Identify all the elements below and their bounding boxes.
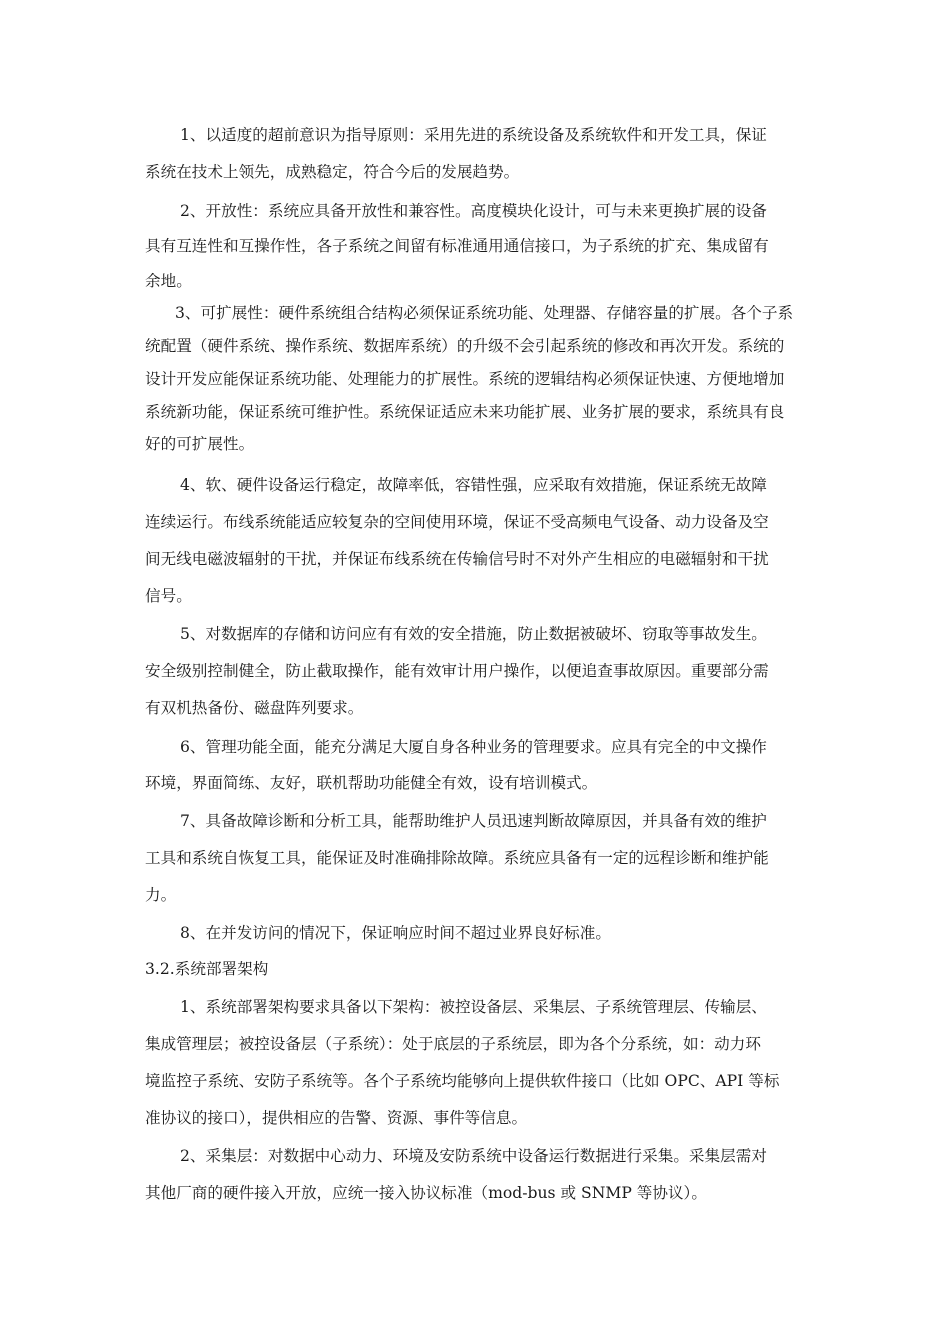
para-5-line-3: 有双机热备份、磁盘阵列要求。 — [145, 699, 364, 717]
section-heading: 3.2.系统部署架构 — [145, 960, 269, 978]
para-6-line-1: 6、管理功能全面，能充分满足大厦自身各种业务的管理要求。应具有完全的中文操作 — [180, 738, 767, 756]
para-9-line-3: 境监控子系统、安防子系统等。各个子系统均能够向上提供软件接口（比如 OPC、API 等标 — [145, 1072, 780, 1090]
para-7-line-3: 力。 — [145, 886, 177, 904]
para-7-line-1: 7、具备故障诊断和分析工具，能帮助维护人员迅速判断故障原因，并具备有效的维护 — [180, 812, 767, 830]
para-4-line-2: 连续运行。布线系统能适应较复杂的空间使用环境，保证不受高频电气设备、动力设备及空 — [145, 513, 769, 531]
para-1-line-1: 1、以适度的超前意识为指导原则：采用先进的系统设备及系统软件和开发工具，保证 — [180, 126, 767, 144]
para-3-line-2: 统配置（硬件系统、操作系统、数据库系统）的升级不会引起系统的修改和再次开发。系统的 — [145, 337, 785, 355]
para-9-line-4: 准协议的接口），提供相应的告警、资源、事件等信息。 — [145, 1109, 528, 1127]
para-9-line-2: 集成管理层；被控设备层（子系统）：处于底层的子系统层，即为各个分系统，如：动力环 — [145, 1035, 761, 1053]
para-8-line-1: 8、在并发访问的情况下，保证响应时间不超过业界良好标准。 — [180, 924, 611, 942]
para-5-line-1: 5、对数据库的存储和访问应有有效的安全措施，防止数据被破坏、窃取等事故发生。 — [180, 625, 767, 643]
para-3-line-1: 3、可扩展性：硬件系统组合结构必须保证系统功能、处理器、存储容量的扩展。各个子系 — [175, 304, 794, 322]
para-10-line-2: 其他厂商的硬件接入开放，应统一接入协议标准（mod-bus 或 SNMP 等协议）。 — [145, 1184, 707, 1202]
para-3-line-4: 系统新功能，保证系统可维护性。系统保证适应未来功能扩展、业务扩展的要求，系统具有良 — [145, 403, 785, 421]
para-2-line-1: 2、开放性：系统应具备开放性和兼容性。高度模块化设计，可与未来更换扩展的设备 — [180, 202, 767, 220]
para-4-line-3: 间无线电磁波辐射的干扰，并保证布线系统在传输信号时不对外产生相应的电磁辐射和干扰 — [145, 550, 769, 568]
para-3-line-5: 好的可扩展性。 — [145, 435, 255, 453]
para-1-line-2: 系统在技术上领先，成熟稳定，符合今后的发展趋势。 — [145, 163, 520, 181]
para-4-line-4: 信号。 — [145, 587, 192, 605]
para-2-line-3: 余地。 — [145, 272, 192, 290]
para-6-line-2: 环境，界面简练、友好，联机帮助功能健全有效，设有培训模式。 — [145, 774, 598, 792]
para-10-line-1: 2、采集层：对数据中心动力、环境及安防系统中设备运行数据进行采集。采集层需对 — [180, 1147, 767, 1165]
para-4-line-1: 4、软、硬件设备运行稳定，故障率低，容错性强，应采取有效措施，保证系统无故障 — [180, 476, 767, 494]
para-5-line-2: 安全级别控制健全，防止截取操作，能有效审计用户操作，以便追查事故原因。重要部分需 — [145, 662, 769, 680]
para-7-line-2: 工具和系统自恢复工具，能保证及时准确排除故障。系统应具备有一定的远程诊断和维护能 — [145, 849, 769, 867]
para-2-line-2: 具有互连性和互操作性，各子系统之间留有标准通用通信接口，为子系统的扩充、集成留有 — [145, 237, 769, 255]
para-9-line-1: 1、系统部署架构要求具备以下架构：被控设备层、采集层、子系统管理层、传输层、 — [180, 998, 767, 1016]
para-3-line-3: 设计开发应能保证系统功能、处理能力的扩展性。系统的逻辑结构必须保证快速、方便地增加 — [145, 370, 785, 388]
